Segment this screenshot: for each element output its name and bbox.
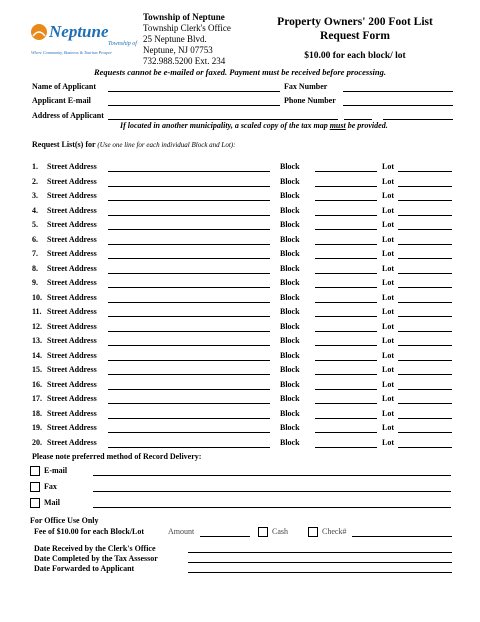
block-field[interactable] — [315, 258, 377, 259]
email-option-label: E-mail — [44, 466, 68, 475]
lot-field[interactable] — [398, 302, 452, 303]
lot-label: Lot — [382, 206, 394, 215]
block-label: Block — [280, 264, 300, 273]
street-address-field[interactable] — [108, 186, 270, 187]
street-address-label: Street Address — [47, 423, 97, 432]
street-address-label: Street Address — [47, 191, 97, 200]
fax-field[interactable] — [343, 91, 453, 92]
lot-field[interactable] — [398, 418, 452, 419]
street-address-field[interactable] — [108, 374, 270, 375]
block-field[interactable] — [315, 447, 377, 448]
block-label: Block — [280, 322, 300, 331]
row-number: 4. — [32, 206, 38, 215]
cash-label: Cash — [272, 527, 288, 536]
logo-wordmark: Neptune — [49, 22, 109, 41]
block-label: Block — [280, 162, 300, 171]
lot-label: Lot — [382, 162, 394, 171]
lot-field[interactable] — [398, 215, 452, 216]
street-address-label: Street Address — [47, 293, 97, 302]
lot-field[interactable] — [398, 403, 452, 404]
street-address-field[interactable] — [108, 200, 270, 201]
office-phone: 732.988.5200 Ext. 234 — [143, 56, 226, 66]
street-address-label: Street Address — [47, 351, 97, 360]
block-label: Block — [280, 336, 300, 345]
block-field[interactable] — [315, 389, 377, 390]
street-address-field[interactable] — [108, 360, 270, 361]
street-address-field[interactable] — [108, 171, 270, 172]
form-title: Property Owners' 200 Foot List — [277, 16, 433, 28]
street-address-field[interactable] — [108, 287, 270, 288]
check-number-field[interactable] — [352, 536, 452, 537]
lot-field[interactable] — [398, 287, 452, 288]
row-number: 10. — [32, 293, 42, 302]
street-address-field[interactable] — [108, 418, 270, 419]
block-label: Block — [280, 365, 300, 374]
row-number: 1. — [32, 162, 38, 171]
row-number: 13. — [32, 336, 42, 345]
lot-label: Lot — [382, 409, 394, 418]
street-address-label: Street Address — [47, 177, 97, 186]
street-address-label: Street Address — [47, 409, 97, 418]
row-number: 2. — [32, 177, 38, 186]
applicant-address-label: Address of Applicant — [32, 111, 104, 120]
block-field[interactable] — [315, 331, 377, 332]
phone-label: Phone Number — [284, 96, 336, 105]
street-address-label: Street Address — [47, 278, 97, 287]
lot-label: Lot — [382, 278, 394, 287]
lot-label: Lot — [382, 264, 394, 273]
lot-label: Lot — [382, 394, 394, 403]
block-label: Block — [280, 249, 300, 258]
lot-label: Lot — [382, 191, 394, 200]
lot-field[interactable] — [398, 273, 452, 274]
street-address-label: Street Address — [47, 307, 97, 316]
email-checkbox[interactable] — [30, 466, 40, 476]
street-address-field[interactable] — [108, 403, 270, 404]
office-fee-label: Fee of $10.00 for each Block/Lot — [34, 527, 145, 536]
org-name: Township of Neptune — [143, 12, 225, 22]
row-number: 17. — [32, 394, 42, 403]
block-label: Block — [280, 394, 300, 403]
block-label: Block — [280, 278, 300, 287]
applicant-name-field[interactable] — [108, 91, 280, 92]
address-field-zip[interactable] — [383, 119, 453, 120]
block-label: Block — [280, 438, 300, 447]
lot-label: Lot — [382, 438, 394, 447]
processing-notice: Requests cannot be e-mailed or faxed. Payment must be received before processing. — [93, 67, 387, 77]
block-field[interactable] — [315, 229, 377, 230]
lot-field[interactable] — [398, 432, 452, 433]
lot-field[interactable] — [398, 447, 452, 448]
street-address-label: Street Address — [47, 322, 97, 331]
block-field[interactable] — [315, 374, 377, 375]
fee-line: $10.00 for each block/ lot — [304, 51, 406, 61]
block-field[interactable] — [315, 316, 377, 317]
fax-delivery-field[interactable] — [93, 491, 451, 492]
email-delivery-field[interactable] — [93, 475, 451, 476]
row-number: 16. — [32, 380, 42, 389]
lot-label: Lot — [382, 235, 394, 244]
street-address-field[interactable] — [108, 345, 270, 346]
street-address-label: Street Address — [47, 336, 97, 345]
street-address-label: Street Address — [47, 206, 97, 215]
block-label: Block — [280, 191, 300, 200]
row-number: 3. — [32, 191, 38, 200]
block-field[interactable] — [315, 287, 377, 288]
block-field[interactable] — [315, 273, 377, 274]
delivery-label: Please note preferred method of Record Delivery: — [32, 452, 202, 461]
street-address-field[interactable] — [108, 432, 270, 433]
lot-label: Lot — [382, 351, 394, 360]
block-field[interactable] — [315, 432, 377, 433]
block-label: Block — [280, 380, 300, 389]
mail-checkbox[interactable] — [30, 498, 40, 508]
request-list-label: Request List(s) for (Use one line for each individual Block and Lot): — [32, 140, 236, 149]
amount-field[interactable] — [200, 536, 250, 537]
street-address-field[interactable] — [108, 447, 270, 448]
neptune-logo — [30, 18, 138, 58]
phone-field[interactable] — [343, 105, 453, 106]
street-address-field[interactable] — [108, 316, 270, 317]
row-number: 14. — [32, 351, 42, 360]
street-address-label: Street Address — [47, 438, 97, 447]
date-forwarded-field[interactable] — [188, 572, 452, 573]
street-address-label: Street Address — [47, 162, 97, 171]
row-number: 9. — [32, 278, 38, 287]
lot-label: Lot — [382, 293, 394, 302]
row-number: 18. — [32, 409, 42, 418]
address-field-street[interactable] — [108, 119, 338, 120]
fax-option-label: Fax — [44, 482, 57, 491]
block-field[interactable] — [315, 418, 377, 419]
lot-field[interactable] — [398, 316, 452, 317]
row-number: 12. — [32, 322, 42, 331]
street-address-field[interactable] — [108, 273, 270, 274]
office-street: 25 Neptune Blvd. — [143, 34, 207, 44]
lot-field[interactable] — [398, 374, 452, 375]
lot-field[interactable] — [398, 258, 452, 259]
office-name: Township Clerk's Office — [143, 23, 231, 33]
lot-field[interactable] — [398, 200, 452, 201]
street-address-field[interactable] — [108, 244, 270, 245]
row-number: 8. — [32, 264, 38, 273]
block-label: Block — [280, 293, 300, 302]
lot-field[interactable] — [398, 229, 452, 230]
date-completed-label: Date Completed by the Tax Assessor — [34, 554, 158, 563]
tax-map-note: If located in another municipality, a scaled copy of the tax map must be provided. — [120, 121, 388, 130]
street-address-label: Street Address — [47, 394, 97, 403]
block-field[interactable] — [315, 244, 377, 245]
check-label: Check# — [322, 527, 347, 536]
mail-delivery-field[interactable] — [93, 507, 451, 508]
logo-tagline: Where Community, Business & Tourism Prosper — [31, 50, 112, 55]
lot-label: Lot — [382, 177, 394, 186]
date-completed-field[interactable] — [188, 562, 452, 563]
row-number: 11. — [32, 307, 42, 316]
block-label: Block — [280, 177, 300, 186]
lot-label: Lot — [382, 365, 394, 374]
block-field[interactable] — [315, 171, 377, 172]
block-label: Block — [280, 351, 300, 360]
block-field[interactable] — [315, 186, 377, 187]
lot-label: Lot — [382, 307, 394, 316]
fax-checkbox[interactable] — [30, 482, 40, 492]
applicant-name-label: Name of Applicant — [32, 82, 96, 91]
block-label: Block — [280, 409, 300, 418]
block-label: Block — [280, 307, 300, 316]
row-number: 5. — [32, 220, 38, 229]
lot-field[interactable] — [398, 171, 452, 172]
date-received-label: Date Received by the Clerk's Office — [34, 544, 156, 553]
street-address-field[interactable] — [108, 229, 270, 230]
lot-field[interactable] — [398, 331, 452, 332]
row-number: 19. — [32, 423, 42, 432]
street-address-label: Street Address — [47, 235, 97, 244]
applicant-email-label: Applicant E-mail — [32, 96, 91, 105]
cash-checkbox[interactable] — [258, 527, 268, 537]
lot-label: Lot — [382, 380, 394, 389]
date-received-field[interactable] — [188, 552, 452, 553]
lot-field[interactable] — [398, 186, 452, 187]
applicant-email-field[interactable] — [108, 105, 280, 106]
lot-label: Lot — [382, 249, 394, 258]
lot-label: Lot — [382, 220, 394, 229]
check-checkbox[interactable] — [308, 527, 318, 537]
lot-label: Lot — [382, 423, 394, 432]
lot-field[interactable] — [398, 389, 452, 390]
mail-option-label: Mail — [44, 498, 60, 507]
street-address-field[interactable] — [108, 302, 270, 303]
block-label: Block — [280, 206, 300, 215]
street-address-label: Street Address — [47, 365, 97, 374]
form-subtitle: Request Form — [320, 30, 390, 42]
street-address-label: Street Address — [47, 380, 97, 389]
row-number: 7. — [32, 249, 38, 258]
street-address-field[interactable] — [108, 389, 270, 390]
office-use-title: For Office Use Only — [30, 516, 99, 525]
logo-subname: Township of — [108, 41, 137, 47]
street-address-label: Street Address — [47, 249, 97, 258]
block-field[interactable] — [315, 215, 377, 216]
block-field[interactable] — [315, 345, 377, 346]
date-forwarded-label: Date Forwarded to Applicant — [34, 564, 135, 573]
block-label: Block — [280, 220, 300, 229]
street-address-label: Street Address — [47, 264, 97, 273]
street-address-field[interactable] — [108, 331, 270, 332]
lot-field[interactable] — [398, 244, 452, 245]
lot-field[interactable] — [398, 360, 452, 361]
row-number: 20. — [32, 438, 42, 447]
street-address-field[interactable] — [108, 258, 270, 259]
block-label: Block — [280, 235, 300, 244]
lot-label: Lot — [382, 336, 394, 345]
street-address-label: Street Address — [47, 220, 97, 229]
block-field[interactable] — [315, 200, 377, 201]
block-label: Block — [280, 423, 300, 432]
row-number: 15. — [32, 365, 42, 374]
lot-field[interactable] — [398, 345, 452, 346]
block-field[interactable] — [315, 360, 377, 361]
address-field-state[interactable] — [344, 119, 372, 120]
block-field[interactable] — [315, 403, 377, 404]
fax-label: Fax Number — [284, 82, 328, 91]
office-city: Neptune, NJ 07753 — [143, 45, 213, 55]
street-address-field[interactable] — [108, 215, 270, 216]
row-number: 6. — [32, 235, 38, 244]
lot-label: Lot — [382, 322, 394, 331]
amount-label: Amount — [168, 527, 195, 536]
block-field[interactable] — [315, 302, 377, 303]
